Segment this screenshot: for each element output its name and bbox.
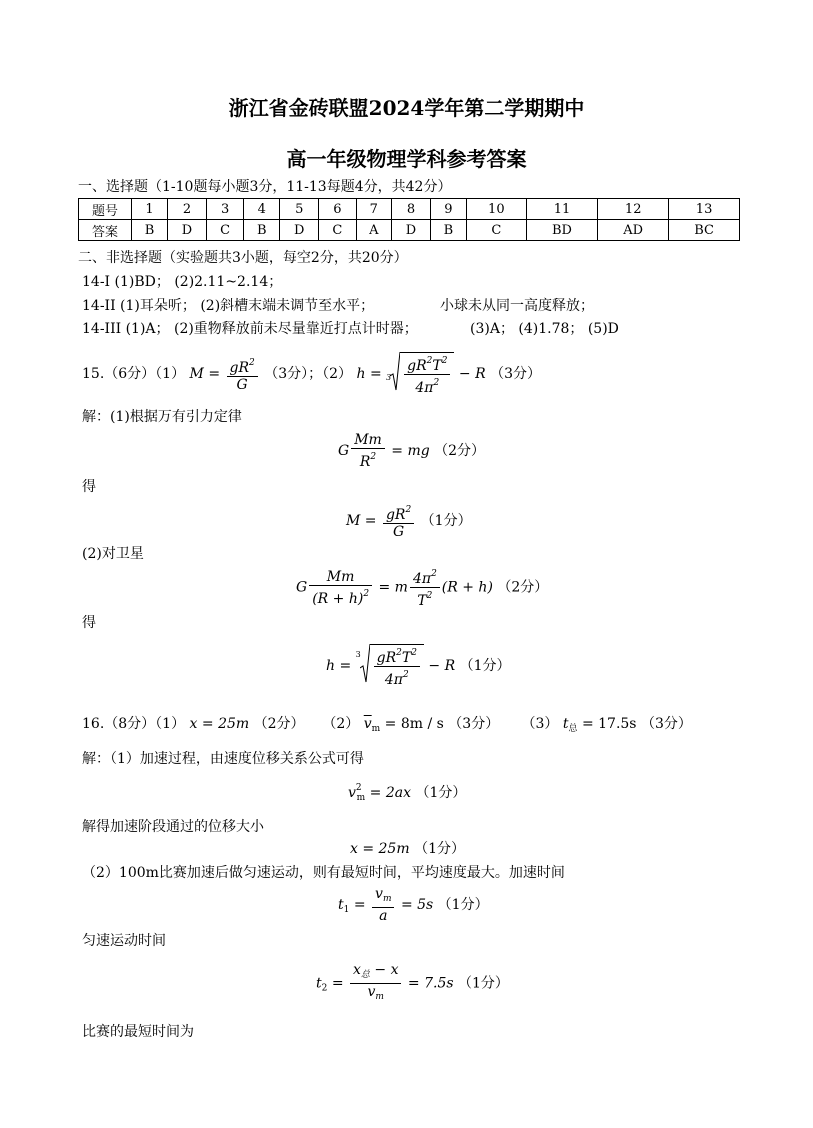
question-number-cell: 13 (669, 199, 740, 220)
question-number-cell: 3 (206, 199, 243, 220)
q16-line-3: （2）100m比赛加速后做匀速运动，则有最短时间，平均速度最大。加速时间 (82, 865, 565, 881)
answer-cell: C (319, 220, 356, 241)
question-number-cell: 12 (598, 199, 669, 220)
answer-cell: B (430, 220, 466, 241)
q15-formula-m: M = $\frac{gR^2}{G}$ (190, 366, 260, 382)
question-number-cell: 10 (466, 199, 526, 220)
question-number-cell: 4 (244, 199, 280, 220)
answer-cell: D (391, 220, 430, 241)
answer-cell: B (132, 220, 168, 241)
q16-solution-intro: 解：（1）加速过程，由速度位移关系公式可得 (82, 751, 364, 767)
table-row-label: 答案 (79, 220, 132, 241)
question-number-cell: 9 (430, 199, 466, 220)
question-number-cell: 5 (280, 199, 319, 220)
answer-cell: D (167, 220, 206, 241)
answer-cell: D (280, 220, 319, 241)
answer-cell: AD (598, 220, 669, 241)
question-number-cell: 1 (132, 199, 168, 220)
q16-summary: 16.（8分）（1） x = 25m （2分） （2） $\overline{v}_m = 8m / s$ （3分） （3） $t_总 = 17.5s$ （3分） (82, 716, 692, 734)
answer-cell: A (356, 220, 391, 241)
section-2-heading: 二、非选择题（实验题共3小题，每空2分，共20分） (78, 250, 408, 266)
question-number-cell: 2 (167, 199, 206, 220)
q16-equation-2: x = 25m （1分） (350, 841, 465, 857)
q15-equation-4: h = 3 $\frac{gR^2T^2}{4\pi^2}$ − R （1分） (326, 644, 511, 688)
question-number-cell: 11 (526, 199, 598, 220)
question-number-cell: 8 (391, 199, 430, 220)
answer-cell: C (466, 220, 526, 241)
q15-equation-3: G $\frac{Mm}{(R + h)^2}$ = m $\frac{4\pi^2}{T^2}$ (R + h) （2分） (296, 566, 548, 609)
answer-14-1: 14-I (1)BD； (2)2.11~2.14； (82, 274, 283, 290)
answer-14-2-extra: 小球未从同一高度释放； (440, 298, 594, 314)
answer-cell: BC (669, 220, 740, 241)
q15-part-2: (2)对卫星 (82, 546, 144, 562)
question-number-cell: 7 (356, 199, 391, 220)
document-title: 浙江省金砖联盟2024学年第二学期期中 (228, 96, 585, 120)
q15-solution-intro: 解：(1)根据万有引力定律 (82, 409, 242, 425)
section-1-heading: 一、选择题（1-10题每小题3分，11-13每题4分，共42分） (78, 179, 452, 195)
q16-equation-3: $t_1$ = $\frac{v_m}{a}$ = 5s （1分） (338, 886, 489, 924)
answer-table-header-row (79, 199, 740, 220)
q15-equation-1: G $\frac{Mm}{R^2}$ = mg （2分） (338, 432, 486, 470)
table-row-label: 题号 (79, 199, 132, 220)
q15-formula-h: h = 3 $\frac{gR^2T^2}{4\pi^2}$ − R (357, 366, 486, 382)
answer-14-3: 14-III (1)A； (2)重物释放前未尽量靠近打点计时器； (82, 321, 418, 337)
q15-de-2: 得 (82, 615, 96, 631)
answer-cell: B (244, 220, 280, 241)
q16-equation-4: $t_2$ = $\frac{x_总 - x}{v_m}$ = 7.5s （1分） (316, 962, 509, 1002)
q15-equation-2: M = $\frac{gR^2}{G}$ （1分） (346, 502, 472, 540)
answer-table (78, 198, 740, 241)
answer-table-answer-row (79, 220, 740, 241)
q16-equation-1: $v^2_m = 2ax$ （1分） (348, 783, 467, 803)
q15-summary: 15.（6分）（1） M = $\frac{gR^2}{G}$ （3分）；（2） h = 3 $\frac{gR^2T^2}{4\pi^2}$ − R （3分） (82, 352, 541, 396)
answer-cell: C (206, 220, 243, 241)
q16-line-4: 匀速运动时间 (82, 933, 166, 949)
answer-14-2: 14-II (1)耳朵听； (2)斜槽末端未调节至水平； (82, 298, 375, 314)
q16-line-2: 解得加速阶段通过的位移大小 (82, 819, 264, 835)
answer-cell: BD (526, 220, 598, 241)
document-subtitle: 高一年级物理学科参考答案 (286, 147, 527, 171)
answer-14-3-extra: (3)A； (4)1.78； (5)D (470, 321, 619, 337)
q15-de-1: 得 (82, 479, 96, 495)
q16-line-5: 比赛的最短时间为 (82, 1024, 194, 1040)
question-number-cell: 6 (319, 199, 356, 220)
